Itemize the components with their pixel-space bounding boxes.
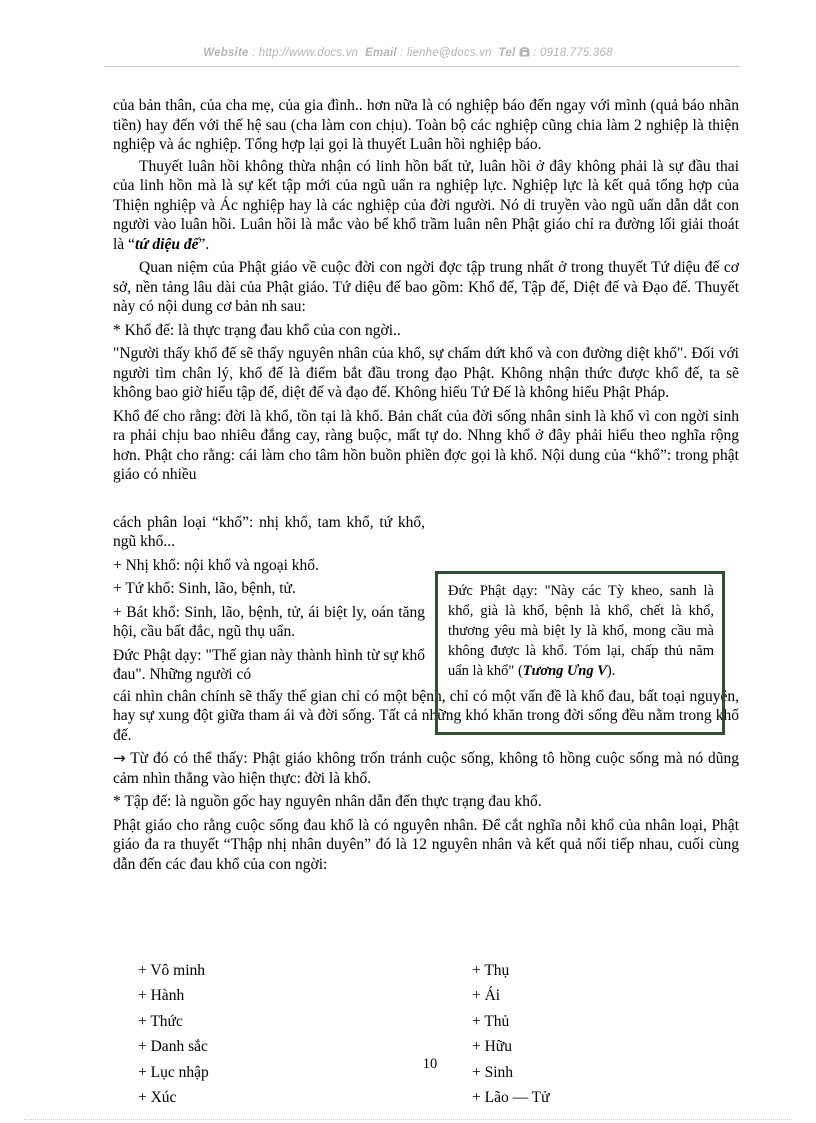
tel-label: Tel <box>498 47 516 59</box>
tel-number: : 0918.775.368 <box>533 47 613 59</box>
quote-callout-box <box>435 571 725 735</box>
list-item: + Lục nhập <box>138 1063 209 1081</box>
list-item: + Thức <box>138 1012 183 1030</box>
list-item: + Lão — Tử <box>472 1089 550 1107</box>
footer-divider <box>24 1119 792 1120</box>
page-number: 10 <box>422 1056 438 1072</box>
list-item: + Nhị khổ: nội khổ và ngoại khổ. <box>113 556 319 574</box>
quote-end: ). <box>606 663 616 679</box>
paragraph <box>113 749 739 788</box>
quote-source: Tương Ưng V <box>522 663 607 679</box>
list-item: + Ái <box>472 987 501 1005</box>
paragraph: * Tập đế: là nguồn gốc hay nguyên nhân dẫn đến thực trạng đau khổ. <box>113 793 542 810</box>
document-body <box>113 96 739 876</box>
website-url: : http://www.docs.vn <box>252 47 359 59</box>
list-item: + Vô minh <box>138 962 206 979</box>
paragraph <box>113 157 739 255</box>
list-item: + Tứ khổ: Sinh, lão, bệnh, tử. <box>113 580 296 597</box>
paragraph-end: ”. <box>198 235 210 253</box>
list-item: + Thụ <box>472 962 510 979</box>
list-item: + Sinh <box>472 1063 514 1081</box>
email-address: : lienhe@docs.vn <box>400 47 492 59</box>
paragraph: "Người thấy khổ đế sẽ thấy nguyên nhân của khổ, sự chấm dứt khổ và con đường diệt khổ". Đối với người tìm chân lý, khổ đế là điểm bắt đầu trong đạo Phật. Không nhận thức được khổ đế, ta sẽ không bao giờ hiểu tập đế, diệt đế và đạo đế. Không hiểu Tứ Đế là không hiểu Phật Pháp. <box>113 345 739 401</box>
page-header <box>0 47 816 59</box>
paragraph: cách phân loại “khổ”: nhị khổ, tam khổ, tứ khổ, ngũ khổ... <box>113 513 425 550</box>
header-divider <box>104 66 740 67</box>
list-item: + Hữu <box>472 1038 512 1056</box>
quote-text: Đức Phật dạy: "Này các Tỳ kheo, sanh là khổ, già là khổ, bệnh là khổ, chết là khổ, thương yêu mà biệt ly là khổ, mong cầu mà không được là khổ. Tóm lại, chấp thủ năm uẩn là khổ" ( <box>448 583 714 679</box>
website-label: Website <box>203 47 249 59</box>
email-label: Email <box>365 47 397 59</box>
list-item: + Thủ <box>472 1012 510 1030</box>
paragraph: cái nhìn chân chính sẽ thấy thế gian chỉ có một bệnh, chỉ có một vấn đề là khổ đau, bất toại nguyện, hay sự xung đột giữa tham ái và đời sống. Tất cả những khó khăn trong đời sống đều nằm trong khổ đế. <box>113 687 739 744</box>
paragraph: Phật giáo cho rằng cuộc sống đau khổ là có nguyên nhân. Để cắt nghĩa nỗi khổ của nhân loại, Phật giáo đa ra thuyết “Thập nhị nhân duyên” đó là 12 nguyên nhân và kết quả nối tiếp nhau, cuối cùng dẫn đến các đau khổ của con ngời: <box>113 816 739 873</box>
list-item: + Danh sắc <box>138 1038 208 1056</box>
paragraph: Quan niệm của Phật giáo về cuộc đời con ngời đợc tập trung nhất ở trong thuyết Tứ diệu đế cơ sở, nền tảng lâu dài của Phật giáo. Tứ diệu đế bao gồm: Khổ đế, Tập đế, Diệt đế và Đạo đế. Thuyết này có nội dung cơ bản nh sau: <box>113 259 739 315</box>
list-item: + Hành <box>138 987 185 1005</box>
paragraph-text: Từ đó có thể thấy: Phật giáo không trốn tránh cuộc sống, không tô hồng cuộc sống mà nó dũng cảm nhìn thẳng vào hiện thực: đời là khổ. <box>113 750 739 787</box>
left-column <box>113 513 425 685</box>
arrow-icon: → <box>113 749 126 767</box>
paragraph: của bản thân, của cha mẹ, của gia đình.. hơn nữa là có nghiệp báo đến ngay với mình (quả báo nhãn tiền) hay đến với thế hệ sau (cha làm con chịu). Toàn bộ các nghiệp cũng chia làm 2 nghiệp là thiện nghiệp và ác nghiệp. Tổng hợp lại gọi là thuyết Luân hồi nghiệp báo. <box>113 97 739 153</box>
paragraph: * Khổ đế: là thực trạng đau khổ của con ngời.. <box>113 321 401 339</box>
paragraph: Đức Phật dạy: "Thế gian này thành hình từ sự khổ đau". Những người có <box>113 646 425 683</box>
list-item: + Bát khổ: Sinh, lão, bệnh, tử, ái biệt ly, oán tăng hội, cầu bất đắc, ngũ thụ uẩn. <box>113 603 425 640</box>
emphasis-term: tứ diệu đế <box>134 235 199 253</box>
list-item: + Xúc <box>138 1089 177 1107</box>
paragraph: Khổ đế cho rằng: đời là khổ, tồn tại là khổ. Bản chất của đời sống nhân sinh là khổ vì con ngời sinh ra phải chịu bao nhiêu đắng cay, ràng buộc, mất tự do. Nhng khổ ở đây phải hiểu theo nghĩa rộng hơn. Phật cho rằng: cái làm cho tâm hồn buồn phiền đợc gọi là khổ. Nội dung của “khổ”: trong phật giáo có nhiều <box>113 407 739 483</box>
phone-icon <box>519 47 533 59</box>
paragraph-text: Thuyết luân hồi không thừa nhận có linh hồn bất tử, luân hồi ở đây không phải là sự đầu thai của linh hồn mà là sự kết tập mới của ngũ uẩn ra nghiệp lực. Nghiệp lực là kết quả tổng hợp của Thiện nghiệp và Ác nghiệp hay là các nghiệp của đời người. Nó di truyền vào ngũ uẩn dẫn dắt con người vào luân hồi. Luân hồi là mắc vào bể khổ trầm luân nên Phật giáo chỉ ra đường lối giải thoát là “ <box>113 157 739 253</box>
causes-list-right <box>472 958 550 1110</box>
causes-list-left <box>138 958 209 1110</box>
